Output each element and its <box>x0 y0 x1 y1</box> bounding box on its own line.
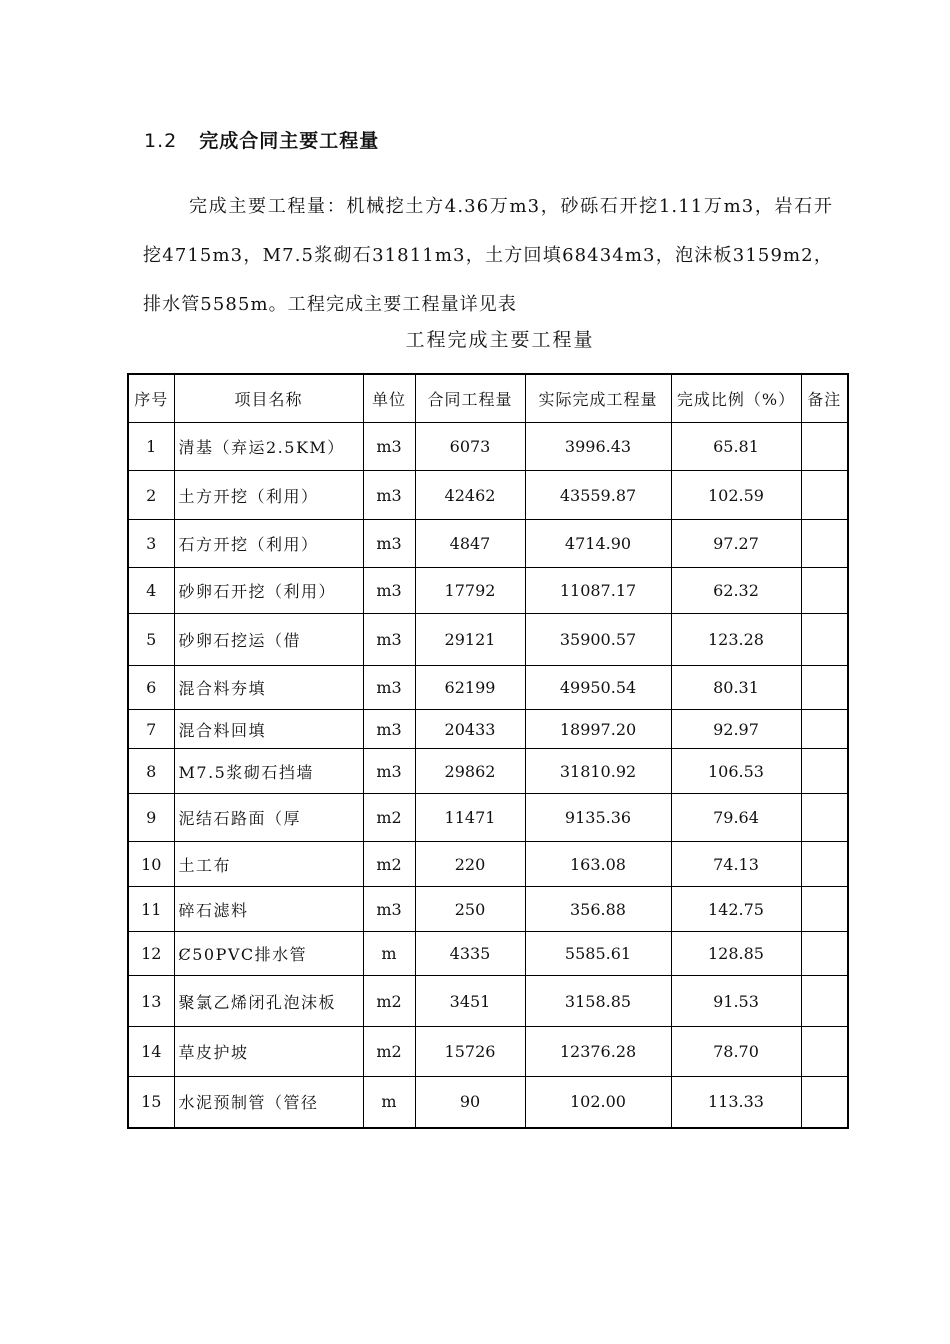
table-header-row <box>128 374 848 423</box>
cell-unit: m2 <box>363 842 415 887</box>
cell-item-name: M7.5浆砌石挡墙 <box>174 749 363 794</box>
cell-no: 10 <box>128 842 174 887</box>
cell-item-name: 聚氯乙烯闭孔泡沫板 <box>174 976 363 1027</box>
cell-no: 13 <box>128 976 174 1027</box>
table-row <box>128 614 848 666</box>
cell-contract-quantity: 62199 <box>415 666 525 710</box>
cell-contract-quantity: 15726 <box>415 1027 525 1077</box>
cell-unit: m2 <box>363 794 415 842</box>
cell-completion-ratio: 123.28 <box>671 614 801 666</box>
cell-item-name: 土工布 <box>174 842 363 887</box>
cell-unit: m3 <box>363 614 415 666</box>
cell-note <box>801 568 848 614</box>
cell-actual-quantity: 5585.61 <box>525 932 671 976</box>
cell-completion-ratio: 97.27 <box>671 520 801 568</box>
cell-contract-quantity: 4847 <box>415 520 525 568</box>
cell-note <box>801 976 848 1027</box>
cell-no: 11 <box>128 887 174 932</box>
cell-note <box>801 471 848 520</box>
cell-contract-quantity: 4335 <box>415 932 525 976</box>
cell-no: 8 <box>128 749 174 794</box>
table-row <box>128 1077 848 1128</box>
cell-no: 4 <box>128 568 174 614</box>
cell-note <box>801 887 848 932</box>
cell-actual-quantity: 49950.54 <box>525 666 671 710</box>
cell-note <box>801 1027 848 1077</box>
cell-unit: m3 <box>363 423 415 471</box>
cell-actual-quantity: 43559.87 <box>525 471 671 520</box>
cell-completion-ratio: 92.97 <box>671 710 801 749</box>
cell-contract-quantity: 3451 <box>415 976 525 1027</box>
cell-no: 3 <box>128 520 174 568</box>
cell-actual-quantity: 12376.28 <box>525 1027 671 1077</box>
header-actual-quantity: 实际完成工程量 <box>525 374 671 423</box>
cell-note <box>801 710 848 749</box>
cell-actual-quantity: 356.88 <box>525 887 671 932</box>
cell-contract-quantity: 17792 <box>415 568 525 614</box>
header-contract-quantity: 合同工程量 <box>415 374 525 423</box>
header-note: 备注 <box>801 374 848 423</box>
cell-no: 5 <box>128 614 174 666</box>
cell-no: 2 <box>128 471 174 520</box>
cell-no: 15 <box>128 1077 174 1128</box>
cell-actual-quantity: 102.00 <box>525 1077 671 1128</box>
cell-note <box>801 666 848 710</box>
header-no: 序号 <box>128 374 174 423</box>
summary-paragraph: 完成主要工程量：机械挖土方4.36万m3，砂砾石开挖1.11万m3，岩石开挖4715m3，M7.5浆砌石31811m3，土方回填68434m3，泡沫板3159m2，排水管5585m。工程完成主要工程量详见表 <box>143 196 833 315</box>
cell-unit: m3 <box>363 666 415 710</box>
cell-contract-quantity: 250 <box>415 887 525 932</box>
cell-actual-quantity: 163.08 <box>525 842 671 887</box>
cell-note <box>801 932 848 976</box>
cell-item-name: 石方开挖（利用） <box>174 520 363 568</box>
quantity-table <box>127 373 849 1129</box>
cell-item-name: 清基（弃运2.5KM） <box>174 423 363 471</box>
cell-item-name: 混合料回填 <box>174 710 363 749</box>
cell-no: 1 <box>128 423 174 471</box>
cell-unit: m3 <box>363 710 415 749</box>
cell-contract-quantity: 20433 <box>415 710 525 749</box>
cell-note <box>801 749 848 794</box>
cell-unit: m2 <box>363 1027 415 1077</box>
cell-contract-quantity: 220 <box>415 842 525 887</box>
cell-no: 9 <box>128 794 174 842</box>
cell-actual-quantity: 9135.36 <box>525 794 671 842</box>
cell-actual-quantity: 31810.92 <box>525 749 671 794</box>
table-row <box>128 1027 848 1077</box>
cell-unit: m3 <box>363 749 415 794</box>
table-row <box>128 568 848 614</box>
table-row <box>128 842 848 887</box>
cell-actual-quantity: 3996.43 <box>525 423 671 471</box>
cell-completion-ratio: 102.59 <box>671 471 801 520</box>
table-caption: 工程完成主要工程量 <box>405 329 595 351</box>
cell-unit: m <box>363 1077 415 1128</box>
cell-no: 12 <box>128 932 174 976</box>
cell-completion-ratio: 91.53 <box>671 976 801 1027</box>
cell-item-name: 混合料夯填 <box>174 666 363 710</box>
cell-item-name: Ȼ50PVC排水管 <box>174 932 363 976</box>
cell-contract-quantity: 11471 <box>415 794 525 842</box>
table-row <box>128 794 848 842</box>
header-item-name: 项目名称 <box>174 374 363 423</box>
cell-unit: m2 <box>363 976 415 1027</box>
cell-no: 14 <box>128 1027 174 1077</box>
cell-completion-ratio: 74.13 <box>671 842 801 887</box>
table-row <box>128 749 848 794</box>
table-row <box>128 423 848 471</box>
cell-item-name: 土方开挖（利用） <box>174 471 363 520</box>
cell-item-name: 水泥预制管（管径 <box>174 1077 363 1128</box>
header-unit: 单位 <box>363 374 415 423</box>
cell-unit: m3 <box>363 887 415 932</box>
table-row <box>128 520 848 568</box>
cell-actual-quantity: 4714.90 <box>525 520 671 568</box>
cell-note <box>801 520 848 568</box>
cell-item-name: 砂卵石开挖（利用） <box>174 568 363 614</box>
cell-note <box>801 842 848 887</box>
cell-completion-ratio: 113.33 <box>671 1077 801 1128</box>
table-row <box>128 932 848 976</box>
cell-item-name: 泥结石路面（厚 <box>174 794 363 842</box>
cell-item-name: 碎石滤料 <box>174 887 363 932</box>
table-row <box>128 666 848 710</box>
cell-unit: m3 <box>363 520 415 568</box>
table-row <box>128 471 848 520</box>
cell-note <box>801 423 848 471</box>
table-row <box>128 887 848 932</box>
cell-no: 7 <box>128 710 174 749</box>
cell-contract-quantity: 29862 <box>415 749 525 794</box>
cell-completion-ratio: 78.70 <box>671 1027 801 1077</box>
cell-actual-quantity: 35900.57 <box>525 614 671 666</box>
cell-unit: m <box>363 932 415 976</box>
cell-note <box>801 614 848 666</box>
cell-no: 6 <box>128 666 174 710</box>
cell-contract-quantity: 29121 <box>415 614 525 666</box>
cell-unit: m3 <box>363 568 415 614</box>
section-title: 完成合同主要工程量 <box>199 130 380 152</box>
section-heading <box>144 126 379 153</box>
cell-completion-ratio: 65.81 <box>671 423 801 471</box>
cell-completion-ratio: 106.53 <box>671 749 801 794</box>
table-row <box>128 976 848 1027</box>
cell-contract-quantity: 90 <box>415 1077 525 1128</box>
table-row <box>128 710 848 749</box>
section-number: 1.2 <box>144 130 178 152</box>
cell-actual-quantity: 18997.20 <box>525 710 671 749</box>
cell-completion-ratio: 80.31 <box>671 666 801 710</box>
cell-completion-ratio: 62.32 <box>671 568 801 614</box>
cell-actual-quantity: 3158.85 <box>525 976 671 1027</box>
cell-item-name: 草皮护坡 <box>174 1027 363 1077</box>
cell-completion-ratio: 79.64 <box>671 794 801 842</box>
cell-note <box>801 1077 848 1128</box>
cell-contract-quantity: 6073 <box>415 423 525 471</box>
cell-item-name: 砂卵石挖运（借 <box>174 614 363 666</box>
cell-note <box>801 794 848 842</box>
cell-contract-quantity: 42462 <box>415 471 525 520</box>
header-completion-ratio: 完成比例（%） <box>671 374 801 423</box>
cell-actual-quantity: 11087.17 <box>525 568 671 614</box>
cell-completion-ratio: 142.75 <box>671 887 801 932</box>
cell-completion-ratio: 128.85 <box>671 932 801 976</box>
cell-unit: m3 <box>363 471 415 520</box>
